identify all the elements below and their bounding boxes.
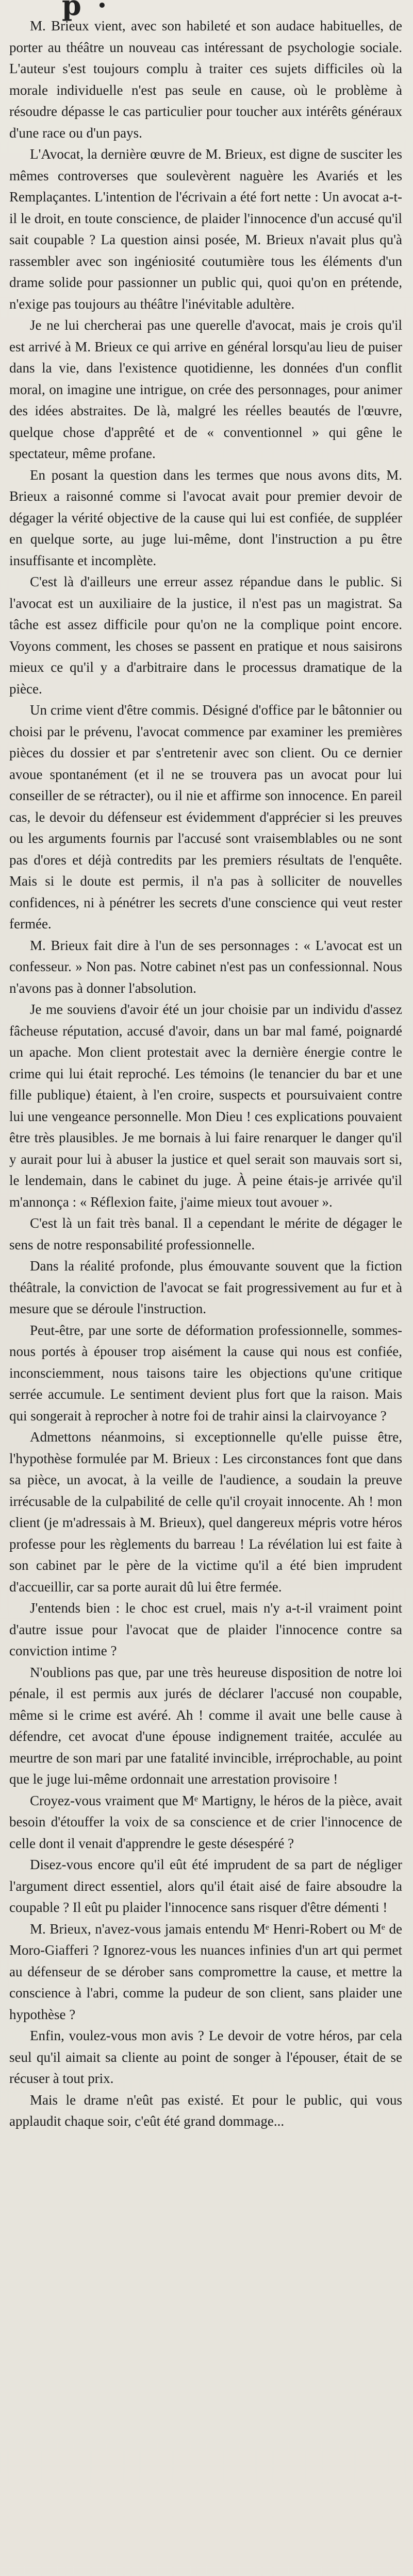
article-paragraph: J'entends bien : le choc est cruel, mais n'y a-t-il vraiment point d'autre issue pour l'avocat que de plaider l'innocence contre sa conviction intime ?	[9, 1600, 402, 1658]
article-paragraph: Croyez-vous vraiment que Mᵉ Martigny, le héros de la pièce, avait besoin d'étouffer la voix de sa conscience et de crier l'innocence de celle dont il venait d'apprendre le geste désespéré ?	[9, 1792, 402, 1851]
article-body	[9, 15, 402, 2132]
article-paragraph: L'Avocat, la dernière œuvre de M. Brieux, est digne de susciter les mêmes controverses que soulevèrent naguère les Avariés et les Remplaçantes. L'intention de l'écrivain a été fort nette : Un avocat a-t-il le droit, en toute conscience, de plaider l'innocence d'un accusé qu'il sait coupable ? La question ainsi posée, M. Brieux n'avait plus qu'à rassembler avec son ingéniosité coutumière tous les éléments d'un drame solide pour passionner un public qui, quoi qu'on en prétende, n'exige pas toujours au théâtre l'inévitable adultère.	[9, 146, 402, 312]
article-paragraph: M. Brieux vient, avec son habileté et son audace habituelles, de porter au théâtre un nouveau cas intéressant de psychologie sociale. L'auteur s'est toujours complu à traiter ces sujets difficiles où la morale individuelle n'est pas seule en cause, où le problème à résoudre dépasse le cas particulier pour toucher aux intérêts généraux d'une race ou d'un pays.	[9, 18, 402, 141]
article-paragraph: M. Brieux, n'avez-vous jamais entendu Mᵉ Henri-Robert ou Mᵉ de Moro-Giafferi ? Ignorez-vous les nuances infinies d'un art qui permet au défenseur de se dérober sans compromettre la cause, et mettre la conscience à l'abri, comme la pudeur de son client, sans plaider une hypothèse ?	[9, 1921, 402, 2022]
article-paragraph: Enfin, voulez-vous mon avis ? Le devoir de votre héros, par cela seul qu'il aimait sa cliente au point de songer à l'épouser, était de se récuser à tout prix.	[9, 2028, 402, 2086]
article-paragraph: Dans la réalité profonde, plus émouvante souvent que la fiction théâtrale, la conviction de l'avocat se fait progressivement au fur et à mesure que se déroule l'instruction.	[9, 1258, 402, 1316]
article-paragraph: Je ne lui chercherai pas une querelle d'avocat, mais je crois qu'il est arrivé à M. Brieux ce qui arrive en général lorsqu'au lieu de puiser dans la vie, dans l'existence quotidienne, les données d'un conflit moral, on imagine une intrigue, on crée des personnages, pour animer des idées abstraites. De là, malgré les réelles beautés de l'œuvre, quelque chose d'apprêté et de « conventionnel » qui gêne le spectateur, même profane.	[9, 317, 402, 461]
article-paragraph: Mais le drame n'eût pas existé. Et pour le public, qui vous applaudit chaque soir, c'eût été grand dommage...	[9, 2092, 402, 2129]
article-paragraph: C'est là un fait très banal. Il a cependant le mérite de dégager le sens de notre responsabilité professionnelle.	[9, 1215, 402, 1252]
article-paragraph: N'oublions pas que, par une très heureuse disposition de notre loi pénale, il est permis aux jurés de déclarer l'accusé non coupable, même si le crime est avéré. Ah ! comme il avait une belle cause à défendre, cet avocat d'une épouse indignement traitée, acculée au meurtre de son mari par une fatalité invincible, irréprochable, au point que le juge lui-même ordonnait une arrestation provisoire !	[9, 1664, 402, 1787]
article-paragraph: Un crime vient d'être commis. Désigné d'office par le bâtonnier ou choisi par le prévenu, l'avocat commence par examiner les premières pièces du dossier et par s'entretenir avec son client. Ou ce dernier avoue spontanément (et il ne se trouvera pas un avocat pour lui conseiller de se rétracter), ou il nie et affirme son innocence. En pareil cas, le devoir du défenseur est évidemment d'apprécier si les preuves ou les arguments fournis par l'accusé sont vraisemblables ou ne sont pas d'ores et déjà contredits par les premiers résultats de l'enquête. Mais si le doute est permis, il n'a pas à solliciter de nouvelles confidences, ni à pénétrer les secrets d'une conscience qui veut rester fermée.	[9, 702, 402, 931]
article-paragraph: Admettons néanmoins, si exceptionnelle qu'elle puisse être, l'hypothèse formulée par M. Brieux : Les circonstances font que dans sa pièce, un avocat, à la veille de l'audience, a soudain la preuve irrécusable de la culpabilité de celle qu'il croyait innocente. Ah ! mon client (je m'adressais à M. Brieux), quel dangereux mépris votre héros professe pour les règlements du barreau ! La révélation lui est faite à son cabinet par le père de la victime qu'il a été bien imprudent d'accueillir, car sa porte aurait dû lui être fermée.	[9, 1429, 402, 1595]
article-paragraph: C'est là d'ailleurs une erreur assez répandue dans le public. Si l'avocat est un auxiliaire de la justice, il n'est pas un magistrat. Sa tâche est assez difficile pour qu'on ne la complique point encore. Voyons comment, les choses se passent en pratique et nous saisirons mieux ce qu'il y a d'arbitraire dans le processus dramatique de la pièce.	[9, 574, 402, 697]
article-paragraph: Je me souviens d'avoir été un jour choisie par un individu d'assez fâcheuse réputation, accusé d'avoir, dans un bar mal famé, poignardé un apache. Mon client protestait avec la dernière énergie contre le crime qui lui était reproché. Les témoins (le tenancier du bar et une fille publique) étaient, à l'en croire, suspects et poursuivaient contre lui une vengeance personnelle. Mon Dieu ! ces explications pouvaient être très plausibles. Je me bornais à lui faire renarquer le danger qu'il y aurait pour lui à abuser la justice et quel serait son mauvais sort si, le lendemain, dans le cabinet du juge. À peine étais-je arrivée qu'il m'annonça : « Réflexion faite, j'aime mieux tout avouer ».	[9, 1002, 402, 1210]
article-paragraph: En posant la question dans les termes que nous avons dits, M. Brieux a raisonné comme si l'avocat avait pour premier devoir de dégager la vérité objective de la cause qui lui est confiée, de suppléer en quelque sorte, au juge lui-même, dont l'instruction a pu être insuffisante et incomplète.	[9, 467, 402, 568]
header-fragment	[0, 0, 413, 22]
article-paragraph: Peut-être, par une sorte de déformation professionnelle, sommes-nous portés à épouser trop aisément la cause qui nous est confiée, inconsciemment, nous taisons taire les objections qu'une critique serrée accumule. Le sentiment devient plus fort que la raison. Mais qui songerait à reprocher à notre foi de trahir ainsi la clairvoyance ?	[9, 1322, 402, 1423]
article-paragraph: Disez-vous encore qu'il eût été imprudent de sa part de négliger l'argument direct essentiel, alors qu'il était aisé de faire absoudre la coupable ? Il eût pu plaider l'innocence sans risquer d'être démenti !	[9, 1857, 402, 1915]
article-paragraph: M. Brieux fait dire à l'un de ses personnages : « L'avocat est un confesseur. » Non pas. Notre cabinet n'est pas un confessionnal. Nous n'avons pas à donner l'absolution.	[9, 937, 402, 996]
header-fragment-text: p ·	[62, 0, 110, 22]
